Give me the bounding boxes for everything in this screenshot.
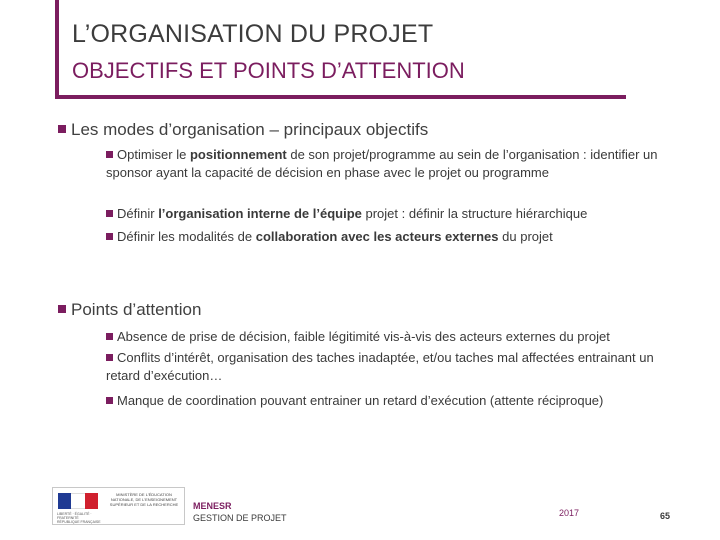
item-text: Définir les modalités de xyxy=(117,229,256,244)
footer-ministry: MENESR xyxy=(193,501,232,511)
section2-heading: Points d’attention xyxy=(71,300,202,319)
page-number: 65 xyxy=(660,511,671,521)
bullet-square-icon xyxy=(106,210,113,217)
ministry-logo xyxy=(52,487,185,525)
item-text: Conflits d’intérêt, organisation des taches inadaptée, et/ou taches mal affectées entrainant un retard d’exécution… xyxy=(106,350,654,383)
section-heading-objectives xyxy=(58,120,428,140)
bullet-square-icon xyxy=(106,354,113,361)
item-text: Manque de coordination pouvant entrainer un retard d’exécution (attente réciproque) xyxy=(117,393,604,408)
bullet-square-icon xyxy=(106,333,113,340)
item-bold-text: collaboration avec les acteurs externes xyxy=(255,229,499,244)
footer-subtitle: GESTION DE PROJET xyxy=(193,513,287,523)
list-item xyxy=(106,228,686,246)
title-frame xyxy=(55,0,626,99)
item-text: de son projet/programme au sein de l’organisation : identifier un sponsor ayant la capacité de décision en phase avec le projet ou programme xyxy=(106,147,658,180)
item-text: Définir xyxy=(117,206,159,221)
logo-ministry-name: MINISTÈRE DE L’ÉDUCATION NATIONALE, DE L’ENSEIGNEMENT SUPÉRIEUR ET DE LA RECHERCHE xyxy=(109,492,179,507)
bullet-square-icon xyxy=(106,397,113,404)
logo-motto: LIBERTÉ · ÉGALITÉ · FRATERNITÉ RÉPUBLIQUE FRANÇAISE xyxy=(57,512,101,524)
bullet-square-icon xyxy=(58,125,66,133)
item-text: Optimiser le xyxy=(117,147,190,162)
list-item xyxy=(106,146,686,182)
list-item xyxy=(106,392,686,410)
bullet-square-icon xyxy=(106,151,113,158)
french-flag-icon xyxy=(58,493,98,509)
footer-year: 2017 xyxy=(559,508,580,518)
item-bold-text: positionnement xyxy=(189,147,287,162)
page-title: L’ORGANISATION DU PROJET xyxy=(72,20,434,48)
section1-heading: Les modes d’organisation – principaux objectifs xyxy=(71,120,429,139)
bullet-square-icon xyxy=(58,305,66,313)
list-item xyxy=(106,205,686,223)
bullet-square-icon xyxy=(106,233,113,240)
list-item xyxy=(106,349,686,385)
section-heading-attention xyxy=(58,300,201,320)
item-bold-text: l’organisation interne de l’équipe xyxy=(158,206,362,221)
item-text: Absence de prise de décision, faible légitimité vis-à-vis des acteurs externes du projet xyxy=(117,329,610,344)
page-subtitle: OBJECTIFS ET POINTS D’ATTENTION xyxy=(72,58,465,83)
item-text: du projet xyxy=(498,229,553,244)
item-text: projet : définir la structure hiérarchique xyxy=(361,206,588,221)
list-item xyxy=(106,328,686,346)
